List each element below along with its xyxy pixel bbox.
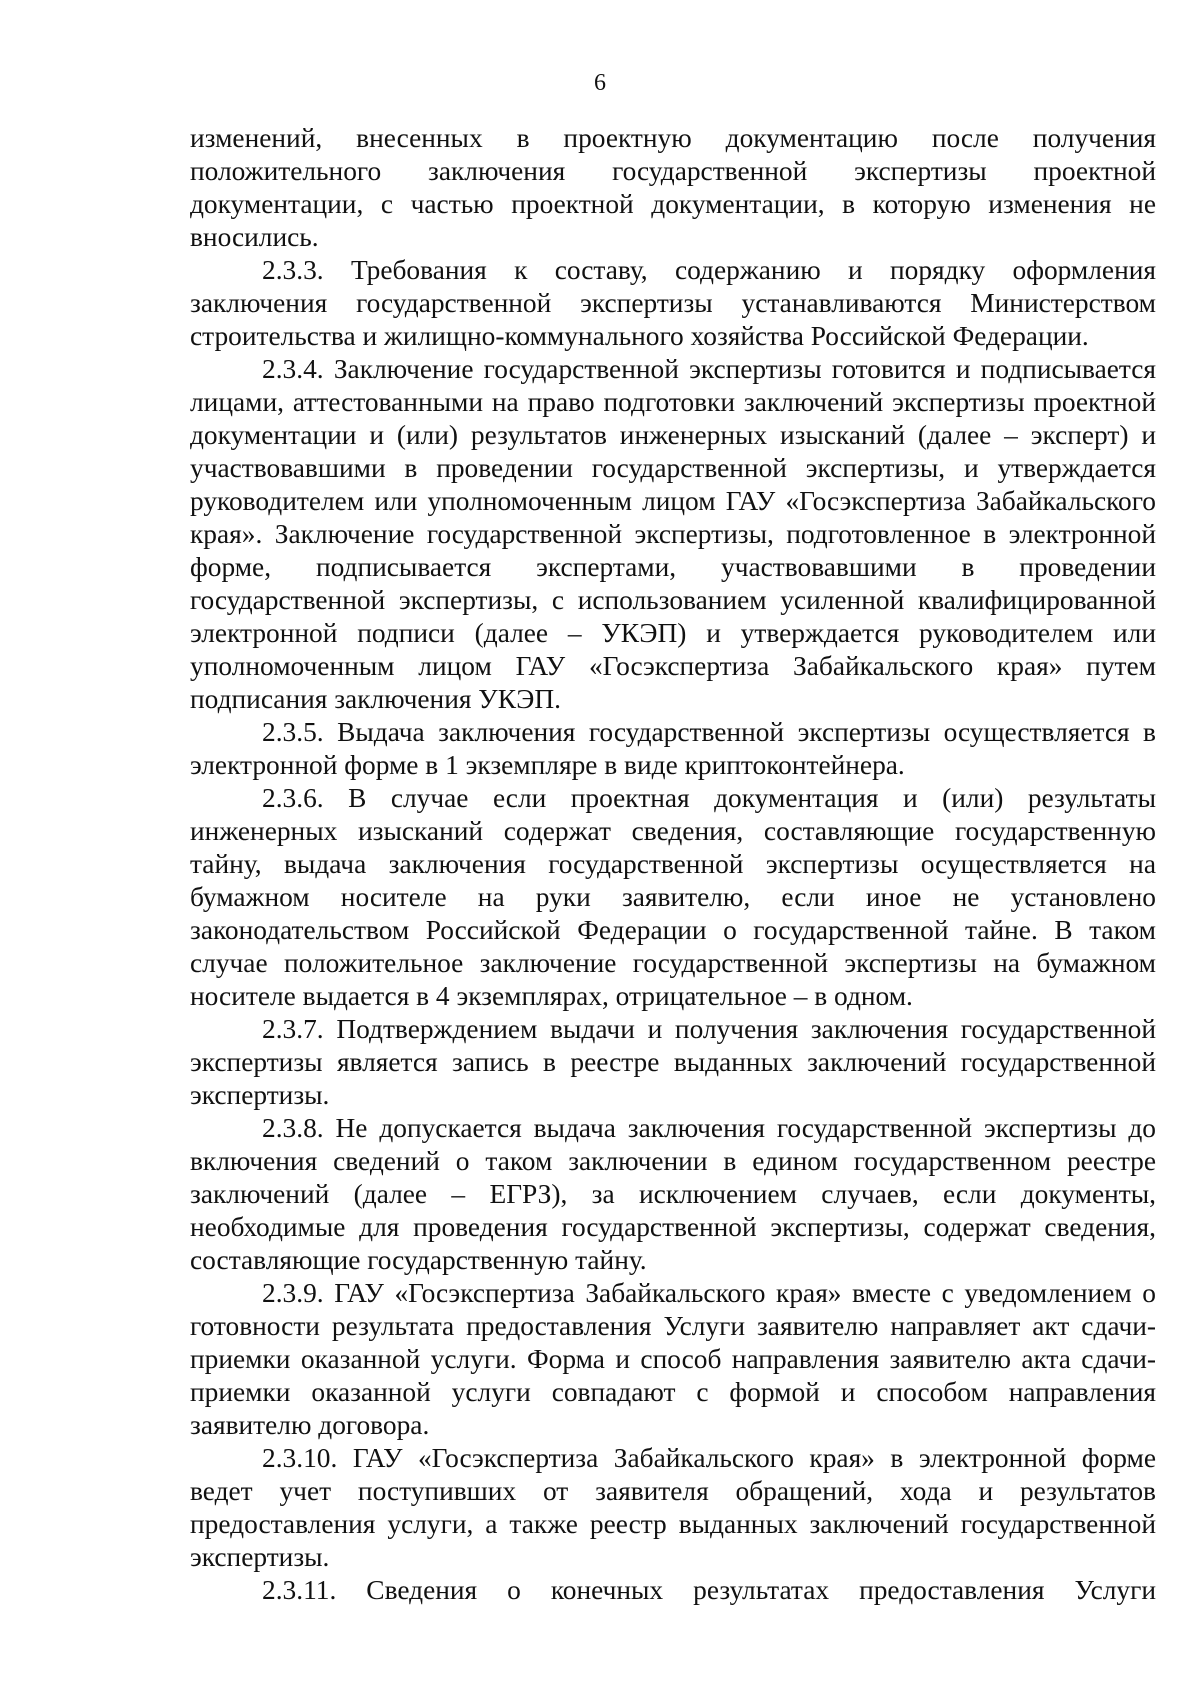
paragraph-2-3-10: 2.3.10. ГАУ «Госэкспертиза Забайкальского края» в электронной форме ведет учет поступивших от заявителя обращений, хода и результатов предоставления услуги, а также реестр выданных заключений государственной экспертизы.	[190, 1443, 1156, 1572]
paragraph-2-3-5: 2.3.5. Выдача заключения государственной экспертизы осуществляется в электронной форме в 1 экземпляре в виде криптоконтейнера.	[190, 717, 1156, 780]
paragraph-2-3-7: 2.3.7. Подтверждением выдачи и получения заключения государственной экспертизы является запись в реестре выданных заключений государственной экспертизы.	[190, 1014, 1156, 1110]
document-body	[190, 122, 1156, 1607]
paragraph-continuation: изменений, внесенных в проектную документацию после получения положительного заключения государственной экспертизы проектной документации, с частью проектной документации, в которую изменения не вносились.	[190, 123, 1156, 252]
paragraph-2-3-3: 2.3.3. Требования к составу, содержанию и порядку оформления заключения государственной экспертизы устанавливаются Министерством строительства и жилищно-коммунального хозяйства Российской Федерации.	[190, 255, 1156, 351]
paragraph-2-3-4: 2.3.4. Заключение государственной экспертизы готовится и подписывается лицами, аттестованными на право подготовки заключений экспертизы проектной документации и (или) результатов инженерных изысканий (далее – эксперт) и участвовавшими в проведении государственной экспертизы, и утверждается руководителем или уполномоченным лицом ГАУ «Госэкспертиза Забайкальского края». Заключение государственной экспертизы, подготовленное в электронной форме, подписывается экспертами, участвовавшими в проведении государственной экспертизы, с использованием усиленной квалифицированной электронной подписи (далее – УКЭП) и утверждается руководителем или уполномоченным лицом ГАУ «Госэкспертиза Забайкальского края» путем подписания заключения УКЭП.	[190, 354, 1156, 714]
page-number: 6	[594, 70, 606, 96]
paragraph-2-3-8: 2.3.8. Не допускается выдача заключения государственной экспертизы до включения сведений о таком заключении в едином государственном реестре заключений (далее – ЕГРЗ), за исключением случаев, если документы, необходимые для проведения государственной экспертизы, содержат сведения, составляющие государственную тайну.	[190, 1113, 1156, 1275]
paragraph-2-3-11: 2.3.11. Сведения о конечных результатах предоставления Услуги	[262, 1575, 1156, 1605]
paragraph-2-3-6: 2.3.6. В случае если проектная документация и (или) результаты инженерных изысканий содержат сведения, составляющие государственную тайну, выдача заключения государственной экспертизы осуществляется на бумажном носителе на руки заявителю, если иное не установлено законодательством Российской Федерации о государственной тайне. В таком случае положительное заключение государственной экспертизы на бумажном носителе выдается в 4 экземплярах, отрицательное – в одном.	[190, 783, 1156, 1011]
paragraph-2-3-9: 2.3.9. ГАУ «Госэкспертиза Забайкальского края» вместе с уведомлением о готовности результата предоставления Услуги заявителю направляет акт сдачи-приемки оказанной услуги. Форма и способ направления заявителю акта сдачи-приемки оказанной услуги совпадают с формой и способом направления заявителю договора.	[190, 1278, 1156, 1440]
